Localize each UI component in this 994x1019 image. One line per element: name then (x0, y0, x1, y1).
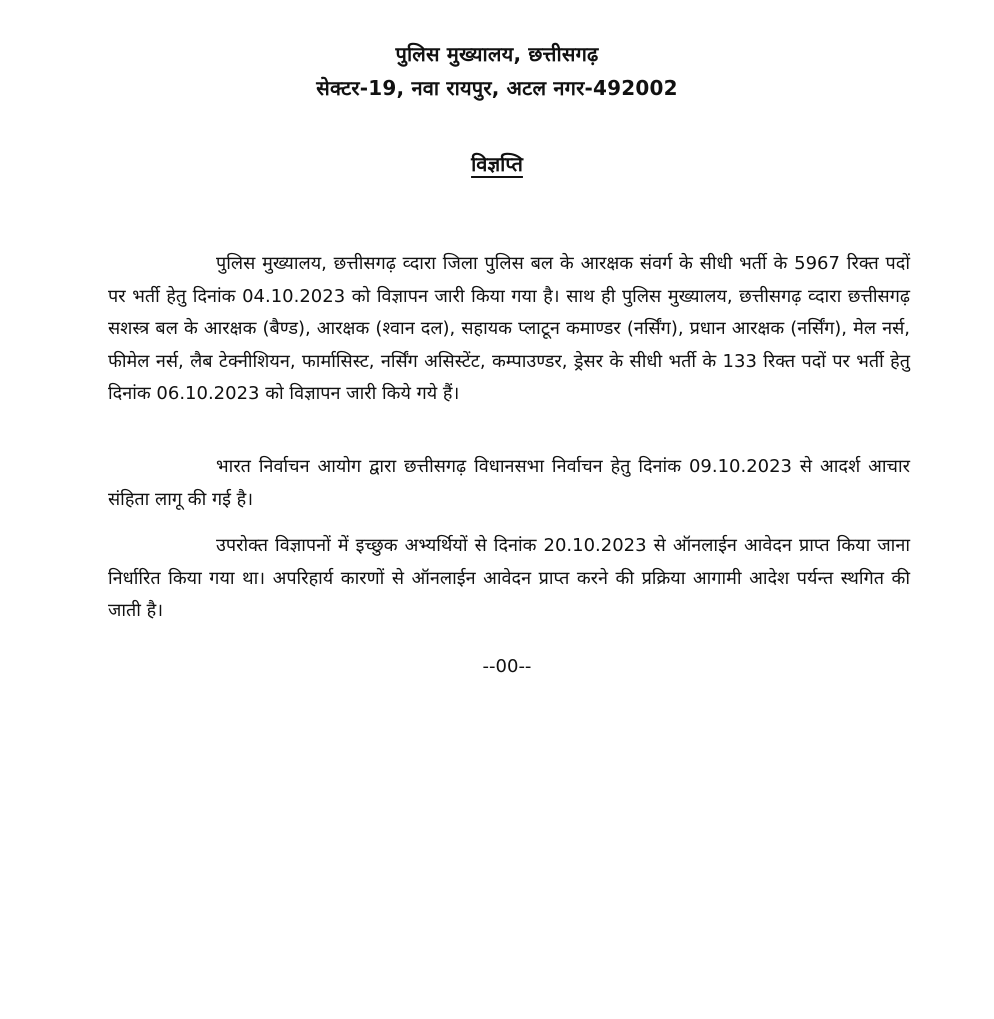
office-address-heading: सेक्टर-19, नवा रायपुर, अटल नगर-492002 (316, 76, 678, 100)
office-name-heading: पुलिस मुख्यालय, छत्तीसगढ़ (395, 42, 599, 66)
paragraph-recruitment-advertisements: पुलिस मुख्यालय, छत्तीसगढ़ व्दारा जिला पुलिस बल के आरक्षक संवर्ग के सीधी भर्ती के 5967 रिक्त पदों पर भर्ती हेतु दिनांक 04.10.2023 को विज्ञापन जारी किया गया है। साथ ही पुलिस मुख्यालय, छत्तीसगढ़ व्दारा छत्तीसगढ़ सशस्त्र बल के आरक्षक (बैण्ड), आरक्षक (श्वान दल), सहायक प्लाटून कमाण्डर (नर्सिंग), प्रधान आरक्षक (नर्सिंग), मेल नर्स, फीमेल नर्स, लैब टेक्नीशियन, फार्मासिस्ट, नर्सिंग असिस्टेंट, कम्पाउण्डर, ड्रेसर के सीधी भर्ती के 133 रिक्त पदों पर भर्ती हेतु दिनांक 06.10.2023 को विज्ञापन जारी किये गये हैं। (108, 253, 910, 404)
notice-title-text: विज्ञप्ति (471, 152, 523, 176)
end-of-notice-mark: --00-- (482, 656, 532, 677)
paragraph-application-postponed: उपरोक्त विज्ञापनों में इच्छुक अभ्यर्थियों से दिनांक 20.10.2023 से ऑनलाईन आवेदन प्राप्त किया जाना निर्धारित किया गया था। अपरिहार्य कारणों से ऑनलाईन आवेदन प्राप्त करने की प्रक्रिया आगामी आदेश पर्यन्त स्थगित की जाती है। (108, 535, 910, 621)
paragraph-model-code-of-conduct: भारत निर्वाचन आयोग द्वारा छत्तीसगढ़ विधानसभा निर्वाचन हेतु दिनांक 09.10.2023 से आदर्श आचार संहिता लागू की गई है। (108, 456, 910, 510)
notice-title (0, 150, 994, 177)
